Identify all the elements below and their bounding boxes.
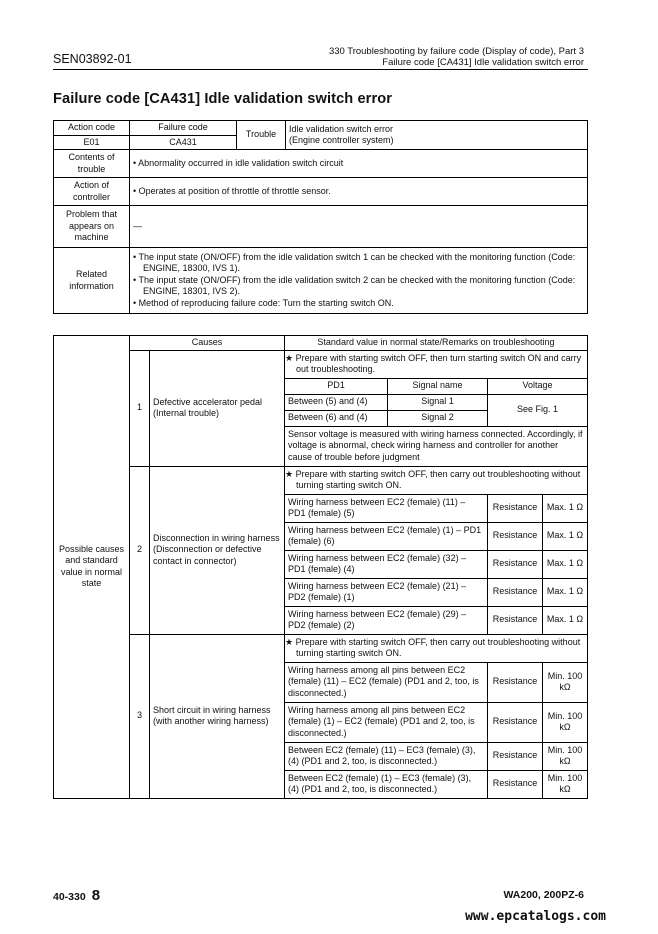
header-signal-name: Signal name [388, 378, 488, 394]
check-point: Wiring harness between EC2 (female) (29) – PD2 (female) (2) [285, 606, 488, 634]
check-point: Wiring harness between EC2 (female) (11) – PD1 (female) (5) [285, 494, 488, 522]
measure-type: Resistance [488, 702, 543, 742]
measure-type: Resistance [488, 494, 543, 522]
failure-info-table [53, 120, 588, 314]
check-point: Between EC2 (female) (1) – EC3 (female) (3), (4) (PD1 and 2, too, is disconnected.) [285, 770, 488, 798]
standard-value: Min. 100 kΩ [543, 662, 588, 702]
action-value: • Operates at position of throttle of throttle sensor. [130, 178, 588, 206]
prep-note: ★ Prepare with starting switch OFF, then carry out troubleshooting without turning starting switch ON. [285, 466, 588, 494]
check-point: Wiring harness among all pins between EC2 (female) (1) – EC2 (female) (PD1 and 2, too, is disconnected.) [285, 702, 488, 742]
related-item: • The input state (ON/OFF) from the idle validation switch 2 can be checked with the monitoring function (Code: ENGINE, 18301, IVS 2). [133, 274, 576, 297]
check-point: Wiring harness between EC2 (female) (1) – PD1 (female) (6) [285, 522, 488, 550]
problem-value: — [130, 206, 588, 248]
header-voltage: Voltage [488, 378, 588, 394]
cause-description: Defective accelerator pedal (Internal trouble) [150, 350, 285, 466]
voltage-value: See Fig. 1 [488, 394, 588, 426]
prep-note: ★ Prepare with starting switch OFF, then carry out troubleshooting without turning starting switch ON. [285, 634, 588, 662]
watermark: www.epcatalogs.com [465, 909, 606, 924]
section-header [329, 46, 584, 68]
related-item: • Method of reproducing failure code: Turn the starting switch ON. [133, 297, 394, 308]
measure-type: Resistance [488, 606, 543, 634]
measure-type: Resistance [488, 662, 543, 702]
signal-name: Signal 1 [388, 394, 488, 410]
measure-type: Resistance [488, 550, 543, 578]
measure-type: Resistance [488, 770, 543, 798]
trouble-name: Idle validation switch error [289, 123, 394, 134]
standard-value: Min. 100 kΩ [543, 742, 588, 770]
trouble-value [286, 121, 588, 150]
contents-value: • Abnormality occurred in idle validation switch circuit [130, 150, 588, 178]
standard-value: Min. 100 kΩ [543, 702, 588, 742]
failure-code-value: CA431 [130, 135, 237, 150]
header-pd1: PD1 [285, 378, 388, 394]
action-code-label: Action code [54, 121, 130, 136]
contents-label: Contents of trouble [54, 150, 130, 178]
standard-value: Max. 1 Ω [543, 578, 588, 606]
revision-number: 8 [91, 887, 101, 904]
col-header-causes: Causes [130, 336, 285, 351]
possible-causes-label: Possible causes and standard value in normal state [54, 336, 130, 799]
measurement-note: Sensor voltage is measured with wiring harness connected. Accordingly, if voltage is abnormal, check wiring harness and controller for another cause of trouble before judgment [285, 426, 588, 466]
check-point: Wiring harness between EC2 (female) (21) – PD2 (female) (1) [285, 578, 488, 606]
cause-number: 2 [130, 466, 150, 634]
header-divider [53, 69, 588, 70]
document-code: SEN03892-01 [53, 52, 132, 66]
contents-text: Abnormality occurred in idle validation switch circuit [138, 157, 344, 168]
cause-number: 3 [130, 634, 150, 798]
trouble-system: (Engine controller system) [289, 135, 394, 145]
action-label: Action of controller [54, 178, 130, 206]
col-header-standard: Standard value in normal state/Remarks on troubleshooting [285, 336, 588, 351]
action-text: Operates at position of throttle of throttle sensor. [138, 185, 331, 196]
standard-value: Min. 100 kΩ [543, 770, 588, 798]
standard-value: Max. 1 Ω [543, 550, 588, 578]
related-item: • The input state (ON/OFF) from the idle validation switch 1 can be checked with the monitoring function (Code: ENGINE, 18300, IVS 1). [133, 251, 576, 274]
check-point: Wiring harness among all pins between EC2 (female) (11) – EC2 (female) (PD1 and 2, too, is disconnected.) [285, 662, 488, 702]
machine-model: WA200, 200PZ-6 [503, 889, 584, 901]
related-value [130, 248, 588, 314]
measure-type: Resistance [488, 522, 543, 550]
cause-description: Short circuit in wiring harness (with another wiring harness) [150, 634, 285, 798]
pd1-pins: Between (6) and (4) [285, 410, 388, 426]
action-code-value: E01 [54, 135, 130, 150]
problem-label: Problem that appears on machine [54, 206, 130, 248]
causes-table [53, 335, 588, 799]
related-label: Related information [54, 248, 130, 314]
check-point: Between EC2 (female) (11) – EC3 (female) (3), (4) (PD1 and 2, too, is disconnected.) [285, 742, 488, 770]
page-code: 40-330 [53, 891, 86, 903]
section-title: 330 Troubleshooting by failure code (Display of code), Part 3 [328, 46, 584, 57]
failure-code-label: Failure code [130, 121, 237, 136]
measure-type: Resistance [488, 578, 543, 606]
pd1-pins: Between (5) and (4) [285, 394, 388, 410]
standard-value: Max. 1 Ω [543, 522, 588, 550]
trouble-label: Trouble [237, 121, 286, 150]
prep-note: ★ Prepare with starting switch OFF, then turn starting switch ON and carry out troubleshooting. [285, 350, 588, 378]
page-title: Failure code [CA431] Idle validation switch error [53, 91, 393, 107]
signal-name: Signal 2 [388, 410, 488, 426]
page-number [53, 887, 100, 904]
section-subtitle: Failure code [CA431] Idle validation switch error [382, 57, 584, 68]
cause-description: Disconnection in wiring harness (Disconnection or defective contact in connector) [150, 466, 285, 634]
standard-value: Max. 1 Ω [543, 494, 588, 522]
check-point: Wiring harness between EC2 (female) (32) – PD1 (female) (4) [285, 550, 488, 578]
standard-value: Max. 1 Ω [543, 606, 588, 634]
cause-number: 1 [130, 350, 150, 466]
measure-type: Resistance [488, 742, 543, 770]
